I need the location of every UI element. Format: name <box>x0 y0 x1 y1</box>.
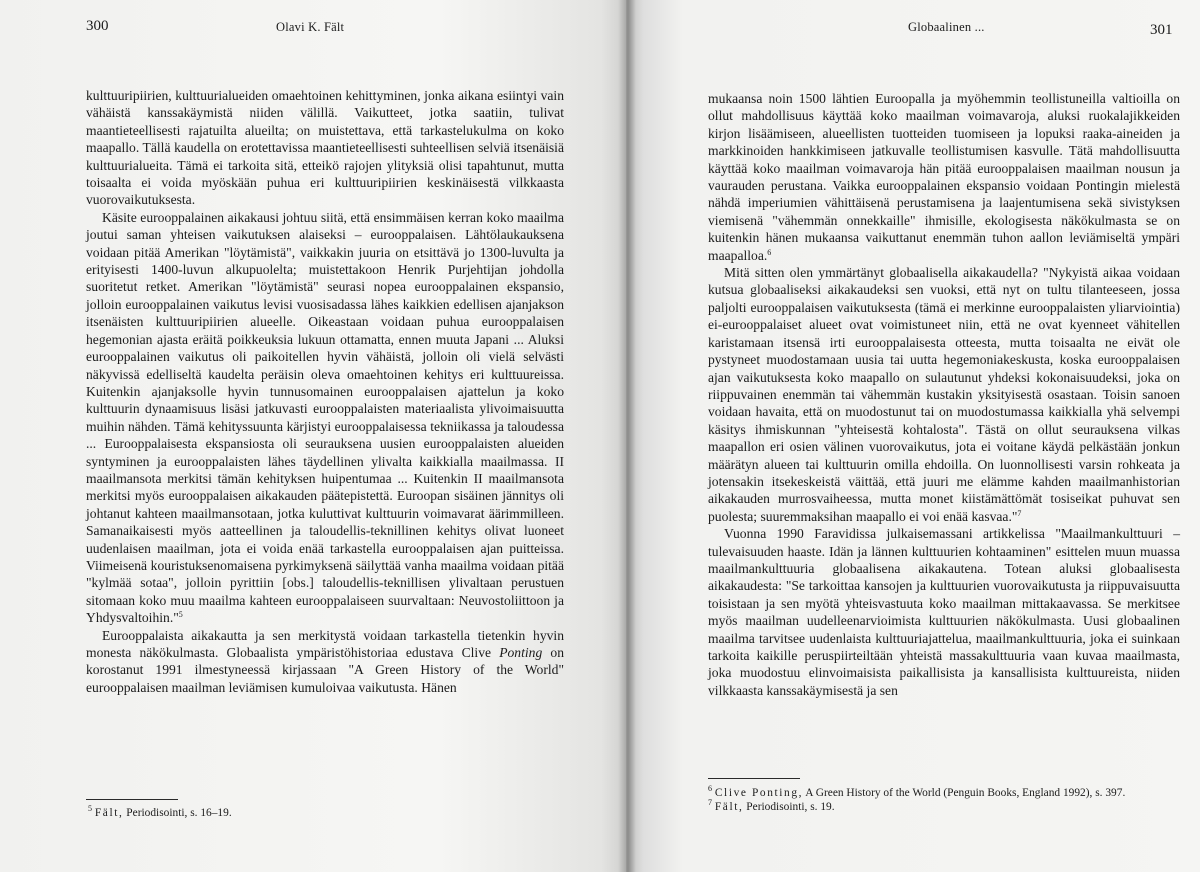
footnote-marker: 7 <box>1017 508 1022 518</box>
paragraph-text: Mitä sitten olen ymmärtänyt globaalisella aikakaudella? "Nykyistä aikaa voidaan kutsua globaaliseksi aikakaudeksi sen vuoksi, että nyt on tultu tilanteeseen, jossa paljolti eurooppalaisen vaikutuksesta (tämä ei merkinne eurooppalaisten yliarviointia) ei-eurooppalaiset alueet ovat voimistuneet niin, että ne ovat kyenneet vähitellen karistamaan itsensä irti eurooppalaisesta otteesta, mutta toisaalta ne eivät ole pystyneet muodostamaan uusia tai uutta hegemoniakeskusta, koska eurooppalaisen ajan vaikutuksesta koko maapallo on sulautunut yhdeksi kokonaisuudeksi, joka on riippuvainen enemmän tai vähemmän kustakin yksityisestä osastaan. Toisin sanoen voidaan havaita, että on muodostunut tai on muodostumassa kaikkialla yhä selvempi käsitys ihmiskunnan "yhteisestä kohtalosta". Tästä on ollut seurauksena vilkas maapallon eri osien välinen vuorovaikutus, jota ei voitane käydä pelkästään jonkun määrätyn alueen tai kulttuurin omilla ehdoilla. On luonnollisesti varsin rohkeata ja jotensakin itsekeskeistä väittää, että juuri me elämme kahden maailmanhistorian aikakauden murrosvaiheessa, mutta monet kiistämättömät tosiseikat puhuvat sen puolesta; suuremmaksihan maapallo ei voi enää kasvaa." <box>708 265 1180 524</box>
footnote-rule <box>86 799 178 800</box>
paragraph <box>708 264 1180 525</box>
paragraph: kulttuuripiirien, kulttuurialueiden omaehtoinen kehittyminen, jonka aikana esiintyi vain vähäistä kanssakäymistä niiden välillä. Vaikutteet, jotka saatiin, tulivat maantieteellisesti rajatuilta alueilta; on muistettava, että tarkastelukulma on koko maapallo. Tällä kaudella on erotettavissa maantieteellisesti suhteellisen selviä itsenäisiä kulttuurialueita. Tämä ei tarkoita sitä, etteikö rajojen ylityksiä olisi tapahtunut, mutta toisaalta ei voida myöskään puhua eri kulttuuripiirien keskinäisestä vilkkaasta vuorovaikutuksesta. <box>86 88 564 208</box>
footnote-author: Fält, <box>94 807 124 819</box>
paragraph-text: Eurooppalaista aikakautta ja sen merkitystä voidaan tarkastella tietenkin hyvin monesta näkökulmasta. Globaalista ympäristöhistoriaa edustava Clive <box>86 627 564 660</box>
paragraph-text: mukaansa noin 1500 lähtien Euroopalla ja myöhemmin teollistuneilla valtioilla on ollut mahdollisuus käyttää koko maailman voimavaroja, aluksi ruokalajikkeiden kirjon lisäämiseen, alueellisten tuotteiden tuomiseen ja lopuksi raaka-aineiden ja markkinoiden hankkimiseen jatkuvalle teollistumisen kasvulle. Tätä mahdollisuutta käyttää koko maailman voimavaroja hän pitää eurooppalaisen maailman nousun ja vaurauden perustana. Vaikka eurooppalainen ekspansio voidaan Pontingin mielestä nähdä imperiumien vähittäisenä perustamisena ja laajentumisena sekä sivistyksen viemisenä "vähemmän onnekkaille" ihmisille, ekologisesta näkökulmasta se on kuitenkin hänen mukaansa vaikuttanut enemmän tuhon aallon leviämiseltä ympäri maapalloa. <box>708 91 1180 263</box>
footnote-rule <box>708 778 800 779</box>
paragraph <box>86 209 564 627</box>
footnote <box>88 806 232 820</box>
paragraph <box>86 627 564 697</box>
page-body <box>86 87 564 696</box>
footnote-text: Periodisointi, s. 16–19. <box>126 807 232 819</box>
paragraph-text: Käsite eurooppalainen aikakausi johtuu siitä, että ensimmäisen kerran koko maailma joutui saman yhteisen vaikutuksen alaiseksi – eurooppalaisen. Lähtölaukauksena voidaan pitää Amerikan "löytämistä", vaikkakin juuria on etsittävä jo 1300-luvulta ja erityisesti 1400-luvun alkupuolelta; muistettakoon Henrik Purjehtijan johdolla suoritetut retket. Amerikan "löytämistä" seurasi nopea eurooppalainen ekspansio, jolloin eurooppalainen vaikutus levisi vuosisadassa lähes kaikkien edellisen ajanjakson itsenäisten kulttuuripiirien alueelle. Oikeastaan voidaan puhua eurooppalaisen hegemonian ajasta eräitä poikkeuksia lukuun ottamatta, ennen muuta Japani ... Aluksi eurooppalainen vaikutus oli paikoitellen hyvin vähäistä, jolloin oli vielä selvästi näkyvissä edelliseltä kaudelta peräisin oleva omaehtoinen kehitys eri kulttuureissa. Kuitenkin ajanjaksolle hyvin tunnusomainen eurooppalaisen ajattelun ja koko kulttuurin dynaamisuus lisäsi jatkuvasti eurooppalaisten materiaalista ylivoimaisuutta muihin nähden. Tämä kehityssuunta kärjistyi eurooppalaisessa tekniikassa ja taloudessa ... Eurooppalaisesta ekspansiosta oli seurauksena uusien eurooppalaisten alueiden syntyminen ja eurooppalaisten lähes täydellinen ylivalta kaikkialla maailmassa. II maailmansota merkitsi tämän kehityksen huipentumaa ... Kuitenkin II maailmansota merkitsi myös eurooppalaisen aikakauden päätepistettä. Euroopan sisäinen jännitys oli johtanut kahteen maailmansotaan, jotka kuluttivat kulttuurin voimavarat äärimmilleen. Samanaikaisesti myös aatteellinen ja taloudellis-teknillinen kehitys olivat luoneet uudenlaisen maailman, jota ei voida enää tarkastella eurooppalaisen ajan puitteissa. Viimeisenä kouristuksenomaisena pyrkimyksenä säilyttää vanha maailma voidaan pitää "kylmää sotaa", jolloin pyrittiin [obs.] taloudellis-teknillisen ylivaltaan perustuen sitomaan koko muu maailma kahteen eurooppalaiseen suurvaltaan: Neuvostoliittoon ja Yhdysvaltoihin." <box>86 209 564 626</box>
author-name: Ponting <box>499 645 543 660</box>
paragraph <box>708 90 1180 264</box>
footnotes <box>708 786 1125 814</box>
right-page <box>626 0 1200 872</box>
footnotes <box>88 806 232 820</box>
running-head: Olavi K. Fält <box>276 20 345 34</box>
page-number: 301 <box>1150 22 1173 38</box>
footnote-author: Clive Ponting, <box>714 787 804 799</box>
page-body <box>708 90 1180 699</box>
footnote-text: Periodisointi, s. 19. <box>746 801 835 813</box>
book-gutter <box>618 0 636 872</box>
footnote-text: A Green History of the World (Penguin Books, England 1992), s. 397. <box>805 787 1126 799</box>
footnote <box>708 800 1125 814</box>
footnote-number: 5 <box>88 804 92 813</box>
paragraph-text: on korostanut 1991 ilmestyneessä kirjassaan "A Green History of the World" eurooppalaisen maailman leviämisen kumuloivaa vaikutusta. Hänen <box>86 645 564 695</box>
paragraph: Vuonna 1990 Faravidissa julkaisemassani artikkelissa "Maailmankulttuuri – tulevaisuuden haaste. Idän ja lännen kulttuurien kohtaaminen" esittelen muun muassa maailmankulttuuria globaalisena aikakautena. Totean aluksi globaalisesta aikakaudesta: "Se tarkoittaa kansojen ja kulttuurien vuorovaikutusta ja riippuvaisuutta toisistaan ja sen myötä yhteisvastuuta koko maailman mittakaavassa. Se merkitsee myös maailman uudelleenarvioimista kulttuurien näkökulmasta. Uusi globaalinen maailma tarvitsee uudenlaista kulttuuriajattelua, maailmankulttuuria, joka ei suinkaan tarkoita kaikille peruspiirteiltään yhteistä massakulttuuria vaan kuvaa maailmasta, joka muodostuu elinvoimaisista paikallisista ja kansallisista kulttuureista, niiden vilkkaasta kanssakäymisestä ja sen <box>708 526 1180 698</box>
footnote-number: 6 <box>708 784 712 793</box>
running-head: Globaalinen ... <box>908 20 985 34</box>
footnote-author: Fält, <box>714 801 744 813</box>
footnote-number: 7 <box>708 798 712 807</box>
footnote-marker: 5 <box>178 610 183 620</box>
footnote-marker: 6 <box>767 247 772 257</box>
page-number: 300 <box>86 18 109 34</box>
footnote <box>708 786 1125 800</box>
